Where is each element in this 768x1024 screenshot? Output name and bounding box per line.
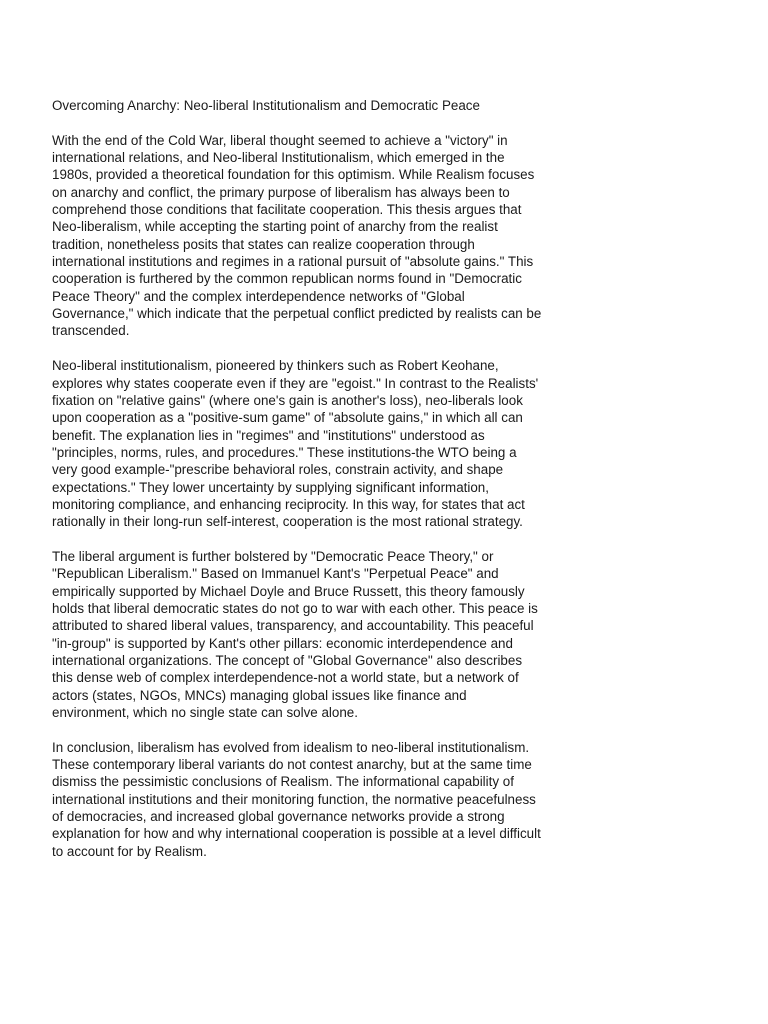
paragraph-introduction: With the end of the Cold War, liberal thought seemed to achieve a "victory" in international relations, and Neo-liberal Institutionalism, which emerged in the 1980s, provided a theoretical foundation for this optimism. While Realism focuses on anarchy and conflict, the primary purpose of liberalism has always been to comprehend those conditions that facilitate cooperation. This thesis argues that Neo-liberalism, while accepting the starting point of anarchy from the realist tradition, nonetheless posits that states can realize cooperation through international institutions and regimes in a rational pursuit of "absolute gains." This cooperation is furthered by the common republican norms found in "Democratic Peace Theory" and the complex interdependence networks of "Global Governance," which indicate that the perpetual conflict predicted by realists can be transcended. [52, 132, 542, 339]
document-title: Overcoming Anarchy: Neo-liberal Institutionalism and Democratic Peace [52, 98, 480, 113]
document-body [52, 97, 542, 877]
paragraph-conclusion: In conclusion, liberalism has evolved from idealism to neo-liberal institutionalism. These contemporary liberal variants do not contest anarchy, but at the same time dismiss the pessimistic conclusions of Realism. The informational capability of international institutions and their monitoring function, the normative peacefulness of democracies, and increased global governance networks provide a strong explanation for how and why international cooperation is possible at a level difficult to account for by Realism. [52, 739, 541, 859]
paragraph-neoliberal-institutionalism: Neo-liberal institutionalism, pioneered by thinkers such as Robert Keohane, explores why states cooperate even if they are "egoist." In contrast to the Realists' fixation on "relative gains" (where one's gain is another's loss), neo-liberals look upon cooperation as a "positive-sum game" of "absolute gains," in which all can benefit. The explanation lies in "regimes" and "institutions" understood as "principles, norms, rules, and procedures." These institutions-the WTO being a very good example-"prescribe behavioral roles, constrain activity, and shape expectations." They lower uncertainty by supplying significant information, monitoring compliance, and enhancing reciprocity. In this way, for states that act rationally in their long-run self-interest, cooperation is the most rational strategy. [52, 358, 539, 530]
paragraph-democratic-peace: The liberal argument is further bolstered by "Democratic Peace Theory," or "Republican Liberalism." Based on Immanuel Kant's "Perpetual Peace" and empirically supported by Michael Doyle and Bruce Russett, this theory famously holds that liberal democratic states do not go to war with each other. This peace is attributed to shared liberal values, transparency, and accountability. This peaceful "in-group" is supported by Kant's other pillars: economic interdependence and international organizations. The concept of "Global Governance" also describes this dense web of complex interdependence-not a world state, but a network of actors (states, NGOs, MNCs) managing global issues like finance and environment, which no single state can solve alone. [52, 548, 538, 721]
